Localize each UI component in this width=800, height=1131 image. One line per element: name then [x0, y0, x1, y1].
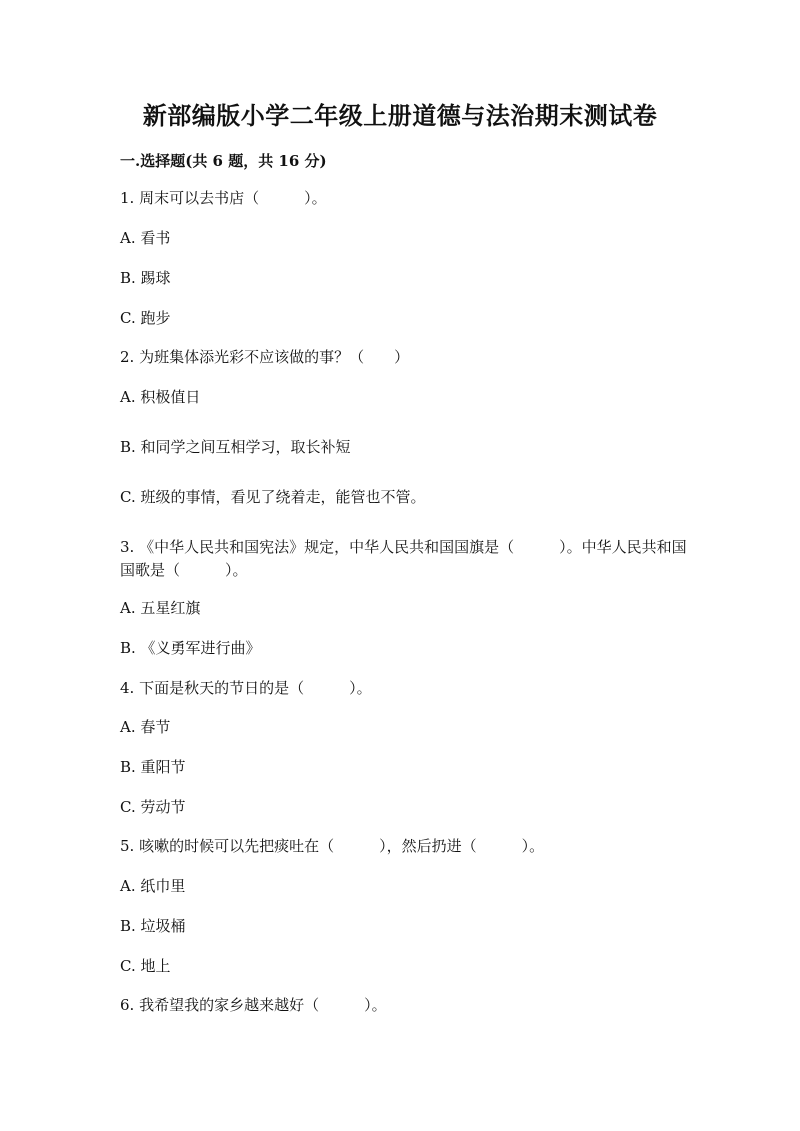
question-2-option-a: A. 积极值日	[120, 388, 201, 406]
question-3-option-b: B. 《义勇军进行曲》	[120, 639, 261, 657]
question-4-option-b: B. 重阳节	[120, 758, 186, 776]
page-title: 新部编版小学二年级上册道德与法治期末测试卷	[142, 101, 658, 130]
question-3-stem: 3. 《中华人民共和国宪法》规定，中华人民共和国国旗是（ ）。中华人民共和国国歌是（ ）。	[120, 538, 687, 579]
question-4-stem: 4. 下面是秋天的节日的是（ ）。	[120, 679, 372, 697]
question-4-option-c: C. 劳动节	[120, 798, 186, 816]
question-3-option-a: A. 五星红旗	[120, 599, 201, 617]
question-5-stem: 5. 咳嗽的时候可以先把痰吐在（ ），然后扔进（ ）。	[120, 837, 545, 855]
question-2-stem: 2. 为班集体添光彩不应该做的事？（ ）	[120, 348, 410, 366]
question-4-option-a: A. 春节	[120, 718, 171, 736]
question-5-option-b: B. 垃圾桶	[120, 917, 186, 935]
question-1-stem: 1. 周末可以去书店（ ）。	[120, 189, 327, 207]
section-heading: 一.选择题(共 6 题，共 16 分)	[120, 152, 327, 170]
question-1-option-b: B. 踢球	[120, 269, 171, 287]
question-1-option-c: C. 跑步	[120, 309, 171, 327]
question-5-option-c: C. 地上	[120, 957, 171, 975]
question-2-option-b: B. 和同学之间互相学习，取长补短	[120, 438, 351, 456]
question-5-option-a: A. 纸巾里	[120, 877, 186, 895]
question-1-option-a: A. 看书	[120, 229, 171, 247]
question-6-stem: 6. 我希望我的家乡越来越好（ ）。	[120, 996, 387, 1014]
question-2-option-c: C. 班级的事情，看见了绕着走，能管也不管。	[120, 488, 426, 506]
